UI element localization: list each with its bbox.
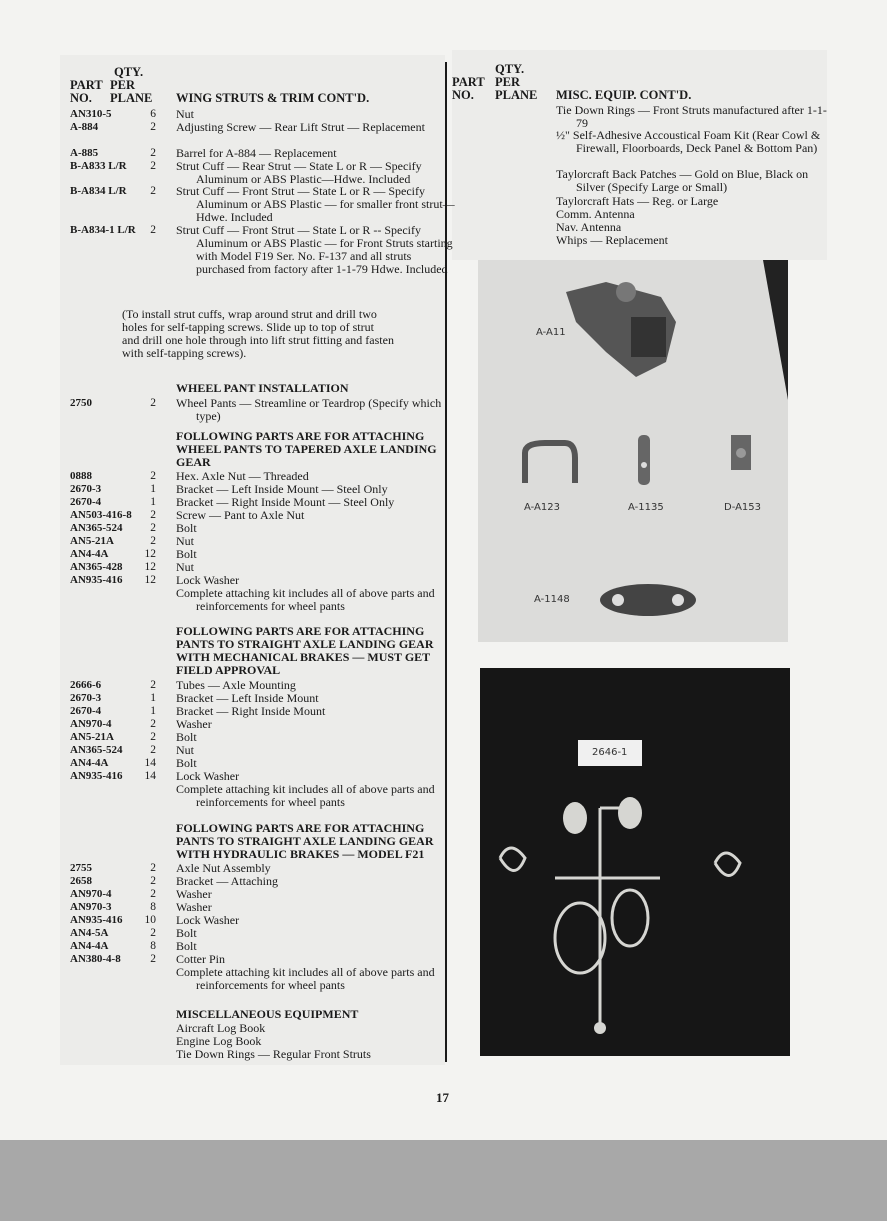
part-number: 2755 (70, 862, 92, 874)
scan-background (0, 1140, 887, 1221)
description: Lock Washer (176, 913, 240, 927)
description: Bolt (176, 926, 197, 940)
description: Bolt (176, 547, 197, 561)
quantity: 2 (150, 397, 156, 409)
quantity: 6 (150, 108, 156, 120)
part-number: B-A834-1 L/R (70, 224, 136, 236)
header-plane: PLANE (110, 91, 153, 105)
description: Nut (176, 560, 194, 574)
part-number: 2670-4 (70, 705, 102, 717)
misc-item: Aircraft Log Book (176, 1021, 266, 1035)
misc-item: Taylorcraft Back Patches — Gold on Blue, Black on Silver (Specify Large or Small) (556, 167, 809, 194)
quantity: 2 (150, 679, 156, 691)
parts-photo (478, 260, 788, 642)
quantity: 10 (144, 914, 156, 926)
part-number: AN970-4 (70, 888, 112, 900)
part-number: A-885 (70, 147, 99, 159)
misc-item: Tie Down Rings — Regular Front Struts (176, 1047, 371, 1061)
quantity: 12 (144, 548, 156, 560)
part-number: AN970-4 (70, 718, 112, 730)
quantity: 2 (150, 744, 156, 756)
quantity: 2 (150, 862, 156, 874)
misc-item: ½" Self-Adhesive Accoustical Foam Kit (Rear Cowl & Firewall, Floorboards, Deck Panel & Bottom Pan) (556, 128, 821, 155)
description: Nut (176, 107, 194, 121)
description: Bolt (176, 939, 197, 953)
quantity: 2 (150, 185, 156, 197)
part-number: B-A834 L/R (70, 185, 127, 197)
misc-item: Whips — Replacement (556, 233, 668, 247)
quantity: 12 (144, 574, 156, 586)
quantity: 2 (150, 953, 156, 965)
description: Bracket — Right Inside Mount — Steel Only (176, 495, 395, 509)
header-part: PART (70, 78, 103, 92)
section-heading-mechanical-brakes: FOLLOWING PARTS ARE FOR ATTACHING PANTS TO STRAIGHT AXLE LANDING GEAR WITH MECHANICAL BRAKES — MUST GET FIELD APPROVAL (176, 624, 434, 677)
description: Bracket — Left Inside Mount (176, 691, 319, 705)
part-number: AN4-4A (70, 548, 109, 560)
quantity: 2 (150, 121, 156, 133)
kit-note: Complete attaching kit includes all of above parts and reinforcements for wheel pants (176, 965, 435, 992)
description: Bracket — Attaching (176, 874, 278, 888)
description: Lock Washer (176, 769, 240, 783)
quantity: 2 (150, 160, 156, 172)
part-number: 0888 (70, 470, 92, 482)
quantity: 14 (144, 770, 156, 782)
quantity: 14 (144, 757, 156, 769)
d-a153-part (731, 435, 751, 470)
header-plane: PLANE (495, 88, 538, 102)
part-number: AN310-5 (70, 108, 112, 120)
quantity: 8 (150, 940, 156, 952)
part-number: AN365-524 (70, 522, 123, 534)
description: Bolt (176, 521, 197, 535)
description: Washer (176, 717, 212, 731)
section-heading-hydraulic-brakes: FOLLOWING PARTS ARE FOR ATTACHING PANTS TO STRAIGHT AXLE LANDING GEAR WITH HYDRAULIC BRAKES — MODEL F21 (176, 821, 434, 861)
a-1135-part (638, 435, 650, 485)
quantity: 2 (150, 470, 156, 482)
part-number: AN380-4-8 (70, 953, 121, 965)
description: Lock Washer (176, 573, 240, 587)
description: Strut Cuff — Front Strut — State L or R — Specify Aluminum or ABS Plastic — for smaller front strut—Hdwe. Included (176, 184, 455, 224)
quantity: 2 (150, 224, 156, 236)
quantity: 2 (150, 535, 156, 547)
description: Strut Cuff — Front Strut — State L or R -- Specify Aluminum or ABS Plastic — for Front Struts starting with Model F19 Ser. No. F-137 and all struts purchased from factory after 1-1-79 Hdwe. Included (176, 223, 453, 276)
misc-item: Engine Log Book (176, 1034, 262, 1048)
part-number: AN4-4A (70, 940, 109, 952)
header-no: NO. (452, 88, 474, 102)
header-part: PART (452, 75, 485, 89)
parts-illustration (478, 260, 788, 642)
part-number: AN5-21A (70, 731, 114, 743)
quantity: 1 (150, 692, 156, 704)
quantity: 2 (150, 522, 156, 534)
part-label: A-A123 (524, 502, 560, 513)
description: Bolt (176, 756, 197, 770)
section-title-misc-equip: MISC. EQUIP. CONT'D. (556, 88, 692, 102)
part-number: AN4-4A (70, 757, 109, 769)
description: Adjusting Screw — Rear Lift Strut — Replacement (176, 120, 425, 134)
quantity: 2 (150, 147, 156, 159)
header-per: PER (110, 78, 135, 92)
section-heading-tapered-axle: FOLLOWING PARTS ARE FOR ATTACHING WHEEL PANTS TO TAPERED AXLE LANDING GEAR (176, 429, 437, 469)
part-label: D-A153 (724, 502, 762, 513)
description: Screw — Pant to Axle Nut (176, 508, 305, 522)
part-number: AN365-428 (70, 561, 123, 573)
a-a123-part (525, 443, 575, 483)
part-number: 2666-6 (70, 679, 102, 691)
misc-item: Taylorcraft Hats — Reg. or Large (556, 194, 719, 208)
wheel-pant-kit-photo (480, 668, 790, 1056)
a-1148-part (600, 584, 696, 616)
misc-item: Tie Down Rings — Front Struts manufactured after 1-1-79 (556, 103, 827, 130)
quantity: 2 (150, 927, 156, 939)
part-number: 2750 (70, 397, 92, 409)
quantity: 8 (150, 901, 156, 913)
part-number: AN935-416 (70, 914, 123, 926)
quantity: 2 (150, 875, 156, 887)
section-title-wing-struts: WING STRUTS & TRIM CONT'D. (176, 91, 370, 105)
description: Cotter Pin (176, 952, 226, 966)
description: Washer (176, 900, 212, 914)
part-number: AN935-416 (70, 770, 123, 782)
quantity: 12 (144, 561, 156, 573)
part-number: 2658 (70, 875, 92, 887)
part-number: AN365-524 (70, 744, 123, 756)
quantity: 1 (150, 705, 156, 717)
part-number: AN970-3 (70, 901, 112, 913)
part-number: AN4-5A (70, 927, 109, 939)
description: Axle Nut Assembly (176, 861, 271, 875)
part-number: AN503-416-8 (70, 509, 132, 521)
header-per: PER (495, 75, 520, 89)
quantity: 2 (150, 731, 156, 743)
part-number: 2670-4 (70, 496, 102, 508)
kit-note: Complete attaching kit includes all of above parts and reinforcements for wheel pants (176, 782, 435, 809)
part-label: 2646-1 (592, 747, 628, 758)
section-title-wheel-pant: WHEEL PANT INSTALLATION (176, 381, 349, 395)
misc-item: Comm. Antenna (556, 207, 635, 221)
header-no: NO. (70, 91, 92, 105)
kit-note: Complete attaching kit includes all of above parts and reinforcements for wheel pants (176, 586, 435, 613)
description: Tubes — Axle Mounting (176, 678, 296, 692)
description: Strut Cuff — Rear Strut — State L or R — Specify Aluminum or ABS Plastic—Hdwe. Included (176, 159, 422, 186)
part-number: B-A833 L/R (70, 160, 127, 172)
quantity: 2 (150, 888, 156, 900)
page-number: 17 (436, 1090, 449, 1105)
part-number: AN935-416 (70, 574, 123, 586)
description: Nut (176, 534, 194, 548)
quantity: 1 (150, 496, 156, 508)
header-qty: QTY. (495, 62, 525, 76)
install-note: (To install strut cuffs, wrap around strut and drill two holes for self-tapping screws. Slide up to top of strut and drill one hole through into lift strut fitting and fasten with self-tapping screws). (122, 307, 394, 360)
description: Washer (176, 887, 212, 901)
misc-item: Nav. Antenna (556, 220, 622, 234)
description: Barrel for A-884 — Replacement (176, 146, 337, 160)
description: Bracket — Left Inside Mount — Steel Only (176, 482, 388, 496)
quantity: 2 (150, 509, 156, 521)
quantity: 1 (150, 483, 156, 495)
header-qty: QTY. (114, 65, 144, 79)
part-label: A-A11 (536, 327, 566, 338)
kit-illustration (480, 668, 790, 1056)
description: Bolt (176, 730, 197, 744)
section-title-misc-equipment: MISCELLANEOUS EQUIPMENT (176, 1007, 359, 1021)
part-label: A-1135 (628, 502, 664, 513)
quantity: 2 (150, 718, 156, 730)
a-a11-part (566, 282, 676, 377)
description: Bracket — Right Inside Mount (176, 704, 326, 718)
description: Wheel Pants — Streamline or Teardrop (Specify which type) (176, 396, 442, 423)
part-number: A-884 (70, 121, 99, 133)
part-number: 2670-3 (70, 483, 102, 495)
part-number: AN5-21A (70, 535, 114, 547)
part-number: 2670-3 (70, 692, 102, 704)
description: Hex. Axle Nut — Threaded (176, 469, 309, 483)
part-label: A-1148 (534, 594, 570, 605)
description: Nut (176, 743, 194, 757)
